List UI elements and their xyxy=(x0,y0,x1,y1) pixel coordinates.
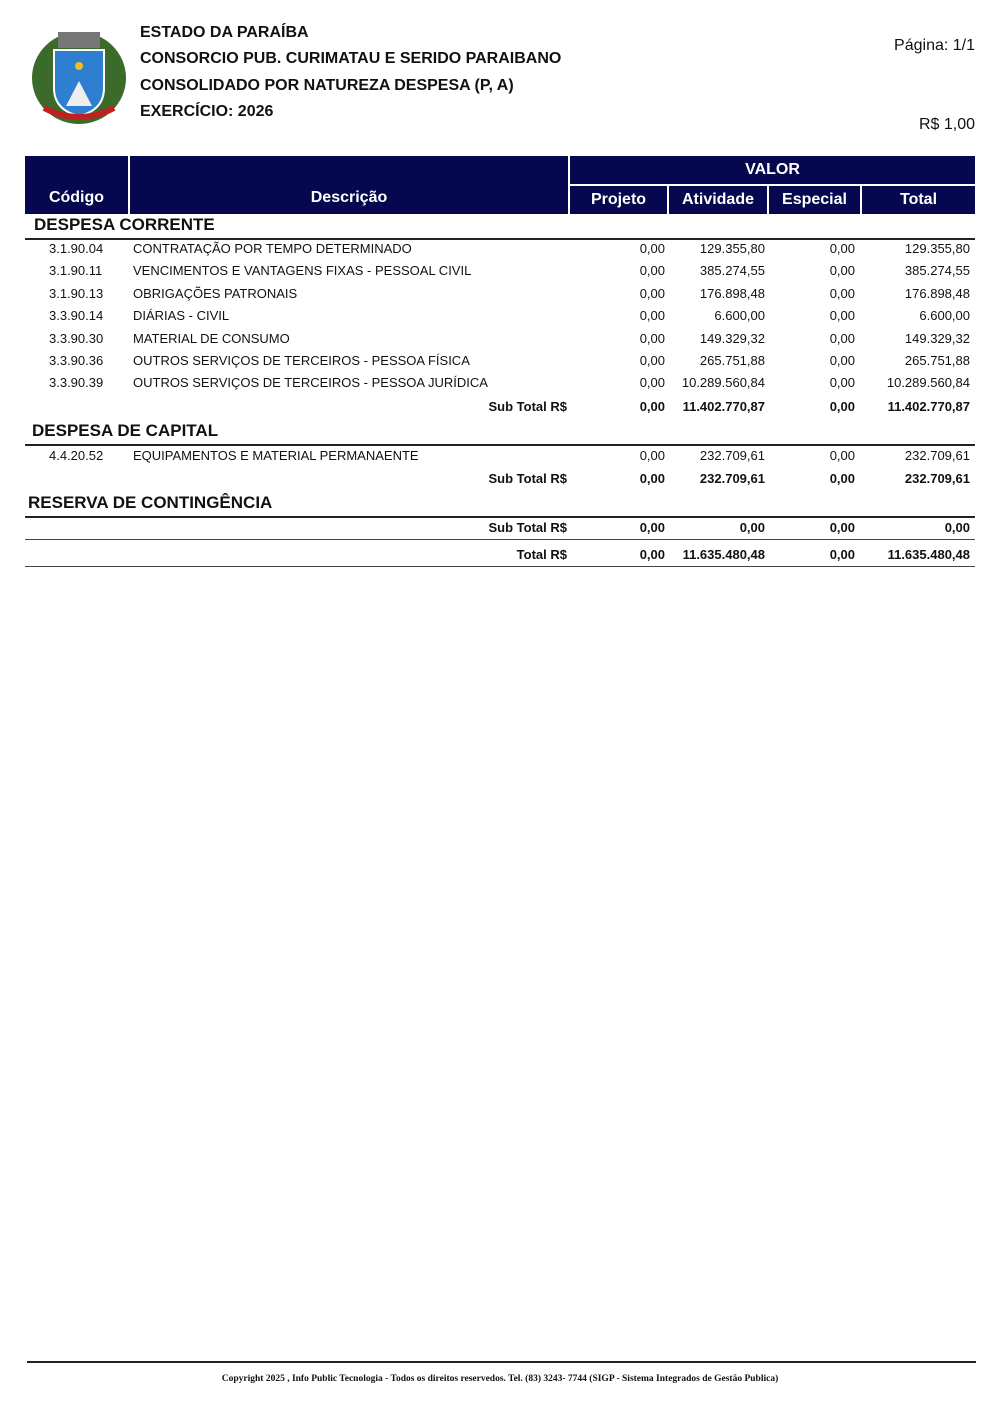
subtotal-label: Sub Total R$ xyxy=(488,471,567,486)
row-total: 6.600,00 xyxy=(919,308,970,324)
row-atividade: 232.709,61 xyxy=(699,448,765,463)
header-state: ESTADO DA PARAÍBA xyxy=(140,24,309,41)
row-descricao: CONTRATAÇÃO POR TEMPO DETERMINADO xyxy=(133,241,412,256)
divider xyxy=(25,539,975,540)
currency-unit: R$ 1,00 xyxy=(918,116,975,133)
row-especial: 0,00 xyxy=(829,353,855,368)
total-row xyxy=(25,544,975,566)
subtotal-especial: 0,00 xyxy=(829,520,855,535)
row-atividade: 10.289.560,84 xyxy=(681,375,765,391)
row-descricao: VENCIMENTOS E VANTAGENS FIXAS - PESSOAL CIVIL xyxy=(133,263,472,279)
divider xyxy=(25,566,975,567)
row-especial: 0,00 xyxy=(829,375,855,391)
page-number: Página: 1/1 xyxy=(894,37,975,54)
subtotal-atividade: 11.402.770,87 xyxy=(682,399,765,414)
col-especial: Especial xyxy=(782,191,847,208)
subtotal-atividade: 0,00 xyxy=(739,520,765,535)
row-descricao: MATERIAL DE CONSUMO xyxy=(133,330,290,346)
row-codigo: 3.3.90.39 xyxy=(49,375,104,391)
col-codigo: Código xyxy=(48,189,105,206)
col-valor: VALOR xyxy=(745,161,800,178)
subtotal-projeto: 0,00 xyxy=(639,399,665,414)
row-total: 10.289.560,84 xyxy=(886,375,970,391)
row-total: 385.274,55 xyxy=(904,263,970,279)
col-projeto: Projeto xyxy=(590,191,647,208)
col-total: Total xyxy=(899,191,938,208)
subtotal-label: Sub Total R$ xyxy=(488,520,567,535)
section-title: DESPESA DE CAPITAL xyxy=(32,421,219,440)
row-projeto: 0,00 xyxy=(639,308,665,324)
row-atividade: 265.751,88 xyxy=(699,353,765,368)
total-especial: 0,00 xyxy=(829,547,855,562)
coat-of-arms-logo xyxy=(30,26,128,126)
row-codigo: 3.3.90.14 xyxy=(49,308,104,324)
subtotal-total: 11.402.770,87 xyxy=(887,399,970,414)
row-atividade: 6.600,00 xyxy=(714,308,765,324)
col-descricao: Descrição xyxy=(310,189,388,206)
footer-copyright: Copyright 2025 , Info Public Tecnologia - Todos os direitos reservedos. Tel. (83) 3243- 7744 (SIGP - Sistema Integrados de Gestão Publica) xyxy=(221,1374,779,1384)
row-codigo: 3.3.90.30 xyxy=(49,330,104,346)
row-descricao: OUTROS SERVIÇOS DE TERCEIROS - PESSOA FÍSICA xyxy=(133,353,470,368)
header-year: EXERCÍCIO: 2026 xyxy=(140,103,274,120)
table-row xyxy=(25,305,975,327)
subtotal-label: Sub Total R$ xyxy=(488,399,567,414)
table-row xyxy=(25,328,975,350)
total-total: 11.635.480,48 xyxy=(887,547,970,562)
row-atividade: 149.329,32 xyxy=(699,330,765,346)
row-projeto: 0,00 xyxy=(639,263,665,279)
row-especial: 0,00 xyxy=(829,241,855,256)
section-header xyxy=(25,420,975,446)
total-projeto: 0,00 xyxy=(639,547,665,562)
subtotal-especial: 0,00 xyxy=(829,399,855,414)
row-total: 129.355,80 xyxy=(904,241,970,256)
row-descricao: OBRIGAÇÕES PATRONAIS xyxy=(133,285,298,301)
subtotal-projeto: 0,00 xyxy=(639,471,665,486)
section-header xyxy=(25,214,975,240)
header-report-title: CONSOLIDADO POR NATUREZA DESPESA (P, A) xyxy=(140,77,514,94)
subtotal-row xyxy=(25,468,975,490)
col-atividade: Atividade xyxy=(681,191,754,208)
row-atividade: 129.355,80 xyxy=(699,241,765,256)
header-entity: CONSORCIO PUB. CURIMATAU E SERIDO PARAIBANO xyxy=(140,50,562,67)
subtotal-total: 232.709,61 xyxy=(904,471,970,486)
subtotal-atividade: 232.709,61 xyxy=(699,471,765,486)
total-atividade: 11.635.480,48 xyxy=(682,547,765,562)
row-codigo: 3.1.90.11 xyxy=(49,263,103,279)
section-header xyxy=(25,492,975,518)
table-row xyxy=(25,445,975,467)
row-projeto: 0,00 xyxy=(639,375,665,391)
table-header xyxy=(25,156,975,214)
row-atividade: 176.898,48 xyxy=(699,285,765,301)
subtotal-row xyxy=(25,517,975,539)
subtotal-especial: 0,00 xyxy=(829,471,855,486)
table-row xyxy=(25,372,975,394)
row-especial: 0,00 xyxy=(829,308,855,324)
row-projeto: 0,00 xyxy=(639,241,665,256)
section-title: RESERVA DE CONTINGÊNCIA xyxy=(28,493,273,512)
subtotal-total: 0,00 xyxy=(944,520,970,535)
table-row xyxy=(25,283,975,305)
row-codigo: 4.4.20.52 xyxy=(49,448,104,463)
table-row xyxy=(25,238,975,260)
row-atividade: 385.274,55 xyxy=(699,263,765,279)
row-codigo: 3.1.90.04 xyxy=(49,241,104,256)
row-projeto: 0,00 xyxy=(639,448,665,463)
row-projeto: 0,00 xyxy=(639,285,665,301)
row-total: 176.898,48 xyxy=(904,285,970,301)
subtotal-row xyxy=(25,396,975,418)
row-descricao: EQUIPAMENTOS E MATERIAL PERMANAENTE xyxy=(133,448,419,463)
table-row xyxy=(25,350,975,372)
row-codigo: 3.1.90.13 xyxy=(49,285,104,301)
row-projeto: 0,00 xyxy=(639,330,665,346)
row-especial: 0,00 xyxy=(829,330,855,346)
footer-divider xyxy=(27,1361,976,1363)
row-projeto: 0,00 xyxy=(639,353,665,368)
row-descricao: DIÁRIAS - CIVIL xyxy=(133,308,230,324)
row-total: 265.751,88 xyxy=(904,353,970,368)
total-label: Total R$ xyxy=(516,547,567,562)
row-total: 149.329,32 xyxy=(904,330,970,346)
subtotal-projeto: 0,00 xyxy=(639,520,665,535)
table-row xyxy=(25,260,975,282)
row-codigo: 3.3.90.36 xyxy=(49,353,104,368)
row-descricao: OUTROS SERVIÇOS DE TERCEIROS - PESSOA JURÍDICA xyxy=(133,375,488,391)
row-especial: 0,00 xyxy=(829,285,855,301)
section-title: DESPESA CORRENTE xyxy=(34,215,215,234)
row-especial: 0,00 xyxy=(829,263,855,279)
row-total: 232.709,61 xyxy=(904,448,970,463)
row-especial: 0,00 xyxy=(829,448,855,463)
